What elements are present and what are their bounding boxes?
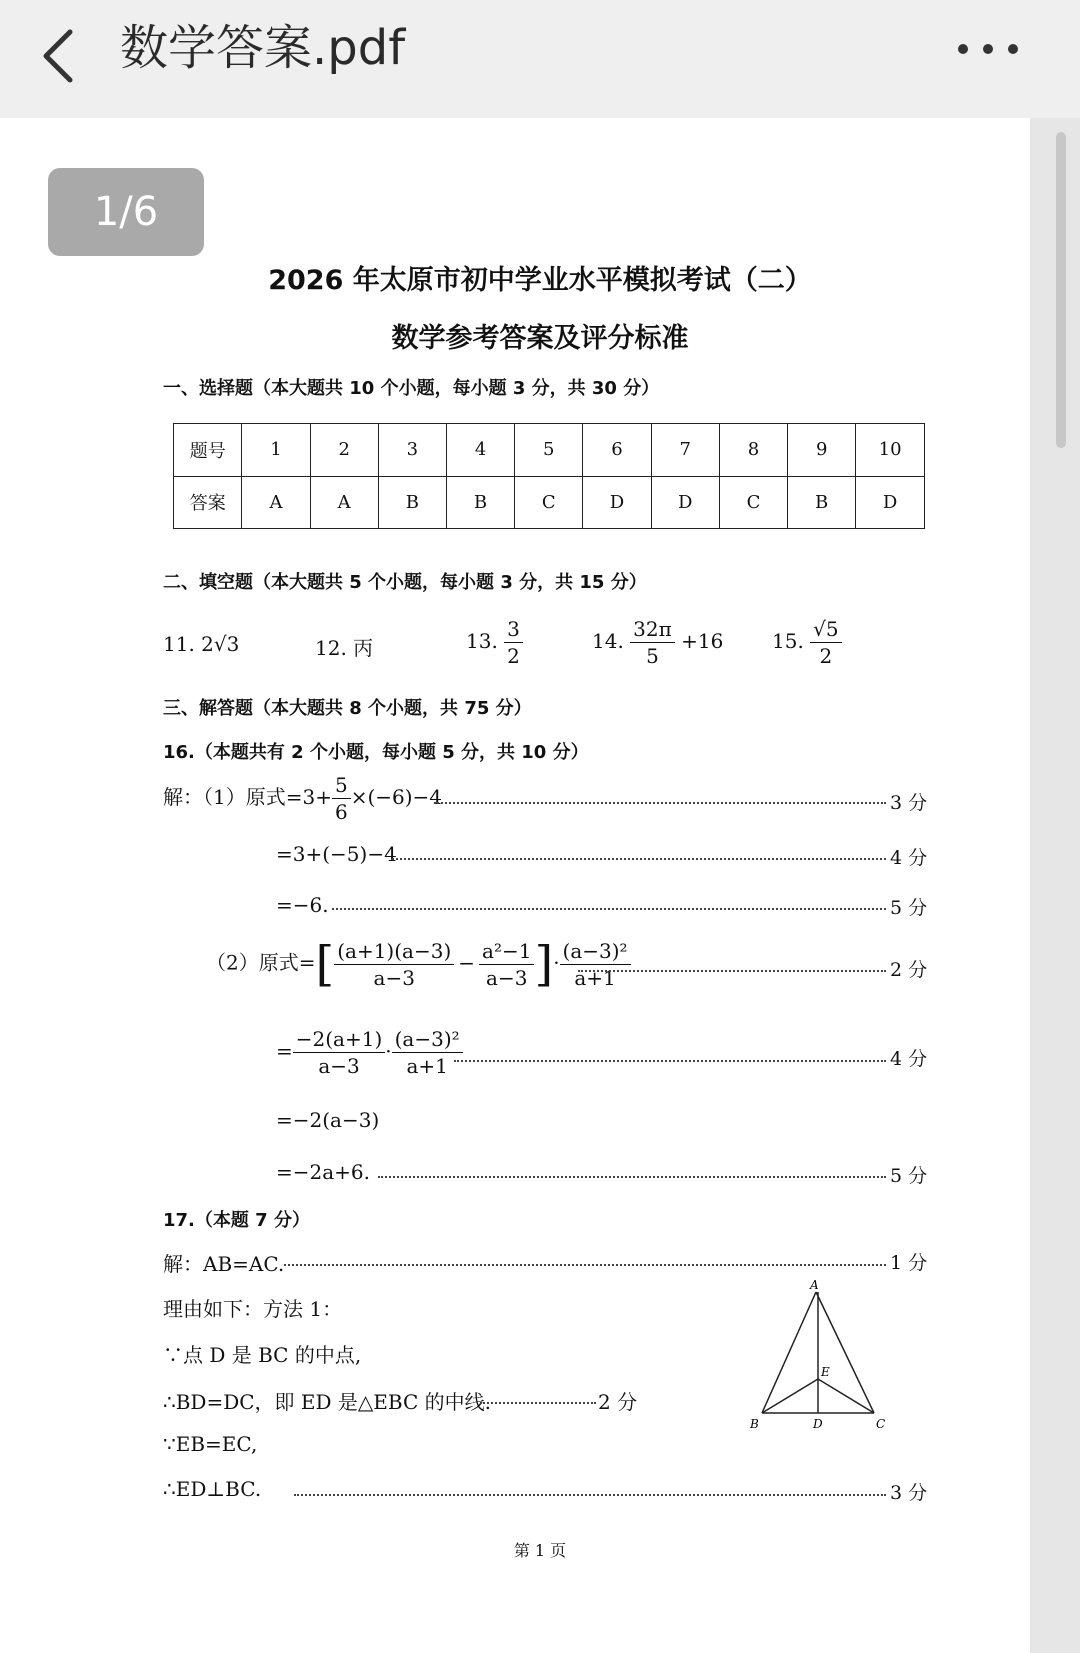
q17-line-5: ∵EB=EC, — [163, 1432, 258, 1456]
q16-line-3: =−6. — [276, 893, 329, 917]
table-cell: 7 — [651, 424, 719, 477]
back-chevron-icon[interactable] — [36, 26, 80, 86]
fill-q14 — [592, 616, 723, 669]
table-cell: C — [719, 476, 787, 529]
table-cell: D — [583, 476, 651, 529]
table-cell: D — [856, 476, 925, 529]
q16-line-1 — [163, 772, 442, 825]
table-cell: 10 — [856, 424, 925, 477]
dot-leader — [454, 1060, 886, 1062]
table-cell: 题号 — [174, 424, 242, 477]
q16-line-4 — [206, 936, 631, 992]
more-options-icon[interactable] — [956, 42, 1020, 56]
q16-line-7: =−2a+6. — [276, 1160, 371, 1184]
table-cell: B — [378, 476, 446, 529]
document-title: 数学答案.pdf — [120, 20, 406, 76]
table-cell: B — [788, 476, 856, 529]
label-a: A — [810, 1278, 819, 1292]
top-bar — [0, 0, 1080, 118]
table-cell: 4 — [446, 424, 514, 477]
question-number: 13. — [466, 629, 498, 653]
fraction: $\frac{(a+1)(a-3)}{a-3}$ — [334, 938, 454, 991]
segment-ab — [762, 1292, 816, 1413]
fraction: $\frac{3}{2}$ — [504, 616, 523, 669]
fraction: $\frac{√5}{2}$ — [810, 616, 841, 669]
answer: 2√3 — [201, 632, 240, 656]
dot-leader — [332, 908, 886, 910]
fraction: $\frac{5}{6}$ — [332, 772, 351, 825]
question-number: 11. — [163, 632, 195, 656]
table-cell: 答案 — [174, 476, 242, 529]
table-cell: B — [446, 476, 514, 529]
dot-leader — [378, 1176, 886, 1178]
expr-text: − — [458, 950, 476, 975]
table-cell: 9 — [788, 424, 856, 477]
table-cell: 3 — [378, 424, 446, 477]
table-cell: A — [242, 476, 310, 529]
q17-line-1: 解：AB=AC. — [163, 1252, 285, 1276]
label-e: E — [821, 1365, 830, 1379]
fill-q15 — [772, 616, 842, 669]
score-mark: 5 分 — [890, 897, 928, 919]
table-cell: A — [310, 476, 378, 529]
label-b: B — [750, 1417, 759, 1431]
score-mark: 2 分 — [598, 1390, 638, 1414]
expr-text: 解：（1）原式=3+ — [163, 785, 332, 809]
q16-line-6: =−2(a−3) — [276, 1108, 380, 1132]
dot-leader — [284, 1264, 886, 1266]
q17-line-2: 理由如下：方法 1： — [163, 1297, 343, 1321]
q16-line-5 — [276, 1026, 463, 1079]
label-d: D — [813, 1417, 823, 1431]
answer-tail: +16 — [681, 629, 724, 653]
table-cell: C — [515, 476, 583, 529]
expr-text: · — [553, 950, 560, 975]
dot-leader — [480, 1402, 596, 1404]
section-2-heading: 二、填空题（本大题共 5 个小题，每小题 3 分，共 15 分） — [163, 572, 647, 593]
table-cell: 5 — [515, 424, 583, 477]
table-cell: 8 — [719, 424, 787, 477]
q17-line-3: ∵点 D 是 BC 的中点, — [163, 1343, 362, 1367]
fraction: $\frac{\text{(a−3)²}}{a+1}$ — [392, 1026, 463, 1079]
q17-line-4: ∴BD=DC，即 ED 是△EBC 的中线. — [163, 1390, 491, 1414]
page-footer: 第 1 页 — [513, 1541, 567, 1560]
fraction: $\frac{\text{a²−1}}{a-3}$ — [479, 938, 534, 991]
score-mark: 2 分 — [890, 959, 928, 981]
fraction: $\frac{-2(a+1)}{a-3}$ — [293, 1026, 386, 1079]
question-number: 12. — [315, 636, 347, 660]
q17-heading: 17.（本题 7 分） — [163, 1210, 310, 1231]
answer: 丙 — [353, 636, 374, 660]
section-1-heading: 一、选择题（本大题共 10 个小题，每小题 3 分，共 30 分） — [163, 378, 660, 399]
score-mark: 4 分 — [890, 1048, 928, 1070]
dot-leader — [294, 1494, 886, 1496]
table-cell: 1 — [242, 424, 310, 477]
expr-text: = — [276, 1039, 293, 1063]
score-mark: 4 分 — [890, 847, 928, 869]
dot-leader — [434, 802, 886, 804]
score-mark: 1 分 — [890, 1252, 928, 1274]
question-number: 15. — [772, 629, 804, 653]
table-row — [174, 476, 925, 529]
dot-leader — [392, 858, 886, 860]
section-3-heading: 三、解答题（本大题共 8 个小题，共 75 分） — [163, 698, 532, 719]
table-row — [174, 424, 925, 477]
score-mark: 5 分 — [890, 1165, 928, 1187]
table-cell: 2 — [310, 424, 378, 477]
q16-heading: 16.（本题共有 2 个小题，每小题 5 分，共 10 分） — [163, 742, 589, 763]
table-cell: D — [651, 476, 719, 529]
table-cell: 6 — [583, 424, 651, 477]
fill-q13 — [466, 616, 523, 669]
answer-table — [173, 423, 925, 529]
q16-line-2: =3+(−5)−4 — [276, 842, 397, 866]
question-number: 14. — [592, 629, 624, 653]
fill-q11 — [163, 632, 239, 656]
triangle-figure — [740, 1276, 900, 1442]
label-c: C — [876, 1417, 886, 1431]
score-mark: 3 分 — [890, 792, 928, 814]
doc-title-line2: 数学参考答案及评分标准 — [391, 323, 689, 354]
fill-q12 — [315, 632, 373, 661]
score-mark: 3 分 — [890, 1482, 928, 1504]
dot-leader — [578, 970, 886, 972]
expr-text: （2）原式= — [206, 950, 316, 975]
fraction: $\frac{\text{(a−3)²}}{a+1}$ — [560, 938, 631, 991]
page-indicator: 1/6 — [48, 168, 204, 256]
expr-text: · — [385, 1039, 392, 1063]
bracket-left: [ — [315, 936, 335, 992]
bracket-right: ] — [534, 936, 554, 992]
q17-line-6: ∴ED⊥BC. — [163, 1477, 262, 1501]
doc-title-line1: 2026 年太原市初中学业水平模拟考试（二） — [268, 265, 812, 296]
expr-text: ×(−6)−4 — [350, 785, 443, 809]
fraction: $\frac{32\pi}{5}$ — [630, 616, 675, 669]
